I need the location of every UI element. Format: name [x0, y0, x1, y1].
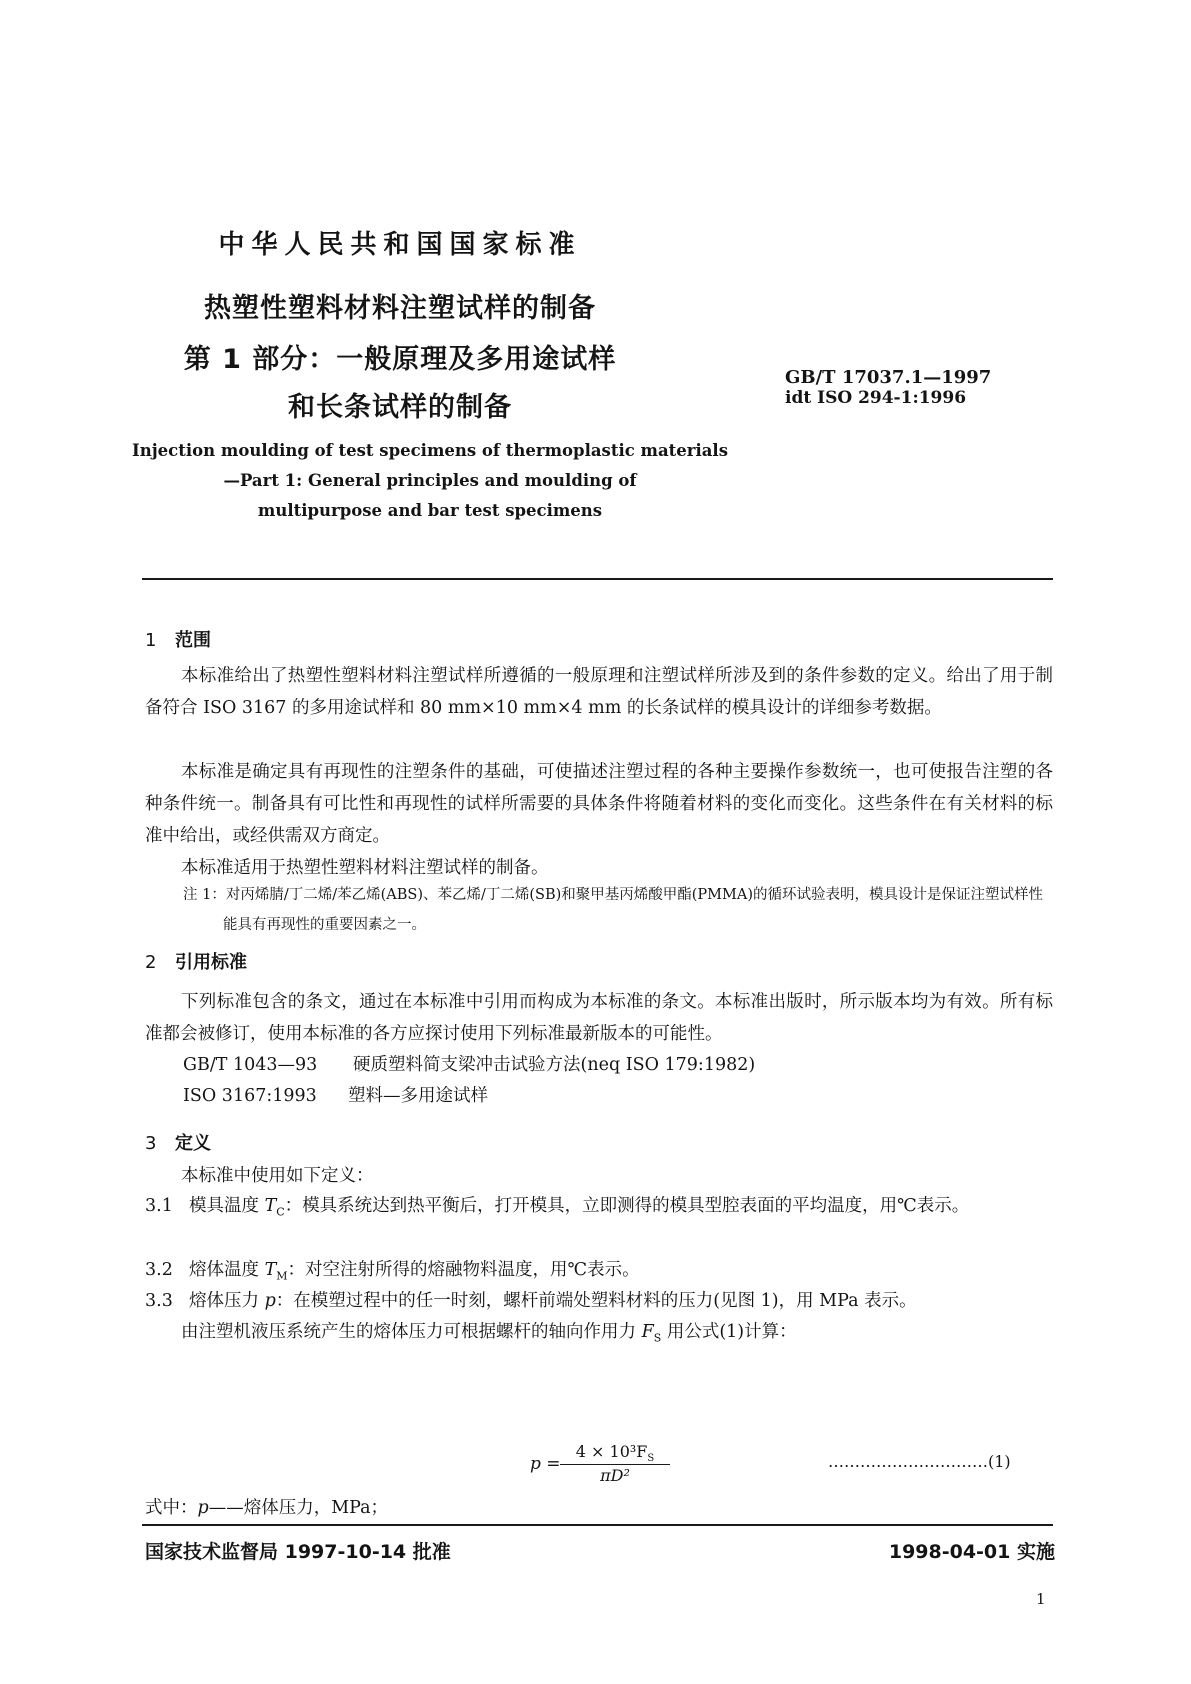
- reference-item: [183, 1082, 488, 1107]
- title-zh-line3: 和长条试样的制备: [288, 392, 512, 423]
- definition-text: ：模具系统达到热平衡后，打开模具，立即测得的模具型腔表面的平均温度，用℃表示。: [284, 1196, 970, 1216]
- fraction-bar: [560, 1464, 670, 1465]
- title-en-line2: —Part 1: General principles and moulding of: [223, 471, 637, 490]
- definition-term: 熔体温度: [189, 1260, 265, 1280]
- title-en-line3: multipurpose and bar test specimens: [257, 501, 603, 520]
- section-3-intro: 本标准中使用如下定义：: [181, 1166, 374, 1186]
- formula-intro: [181, 1316, 797, 1355]
- definition-number: 3.1: [145, 1196, 173, 1216]
- effective-date: 1998-04-01 实施: [888, 1541, 1055, 1563]
- formula-where: [145, 1492, 388, 1524]
- definition-3-1: [145, 1190, 1053, 1229]
- symbol: p: [197, 1498, 209, 1518]
- symbol: F: [641, 1322, 654, 1342]
- formula-numerator: [560, 1442, 670, 1464]
- formula-lhs: p =: [530, 1454, 561, 1474]
- where-label: 式中：: [145, 1498, 198, 1518]
- formula-1: [530, 1442, 680, 1502]
- symbol-subscript: C: [276, 1205, 285, 1219]
- section-1-heading: [145, 626, 211, 652]
- symbol-subscript: S: [653, 1331, 662, 1345]
- definition-term: 熔体压力: [189, 1291, 265, 1311]
- formula-numerator-subscript: S: [647, 1453, 655, 1465]
- definition-text: ：对空注射所得的熔融物料温度，用℃表示。: [287, 1260, 640, 1280]
- formula-intro-text: 用公式(1)计算：: [661, 1322, 797, 1342]
- top-rule: [142, 578, 1053, 580]
- definition-number: 3.3: [145, 1291, 173, 1311]
- reference-code: GB/T 1043—93: [183, 1055, 318, 1075]
- bottom-rule: [142, 1524, 1053, 1526]
- definition-3-3: [145, 1285, 1053, 1317]
- section-3-number: 3: [145, 1133, 157, 1154]
- section-3-heading: [145, 1129, 211, 1155]
- definition-term: 模具温度: [189, 1196, 265, 1216]
- definition-number: 3.2: [145, 1260, 173, 1280]
- symbol: p: [264, 1291, 276, 1311]
- standard-idt: idt ISO 294-1:1996: [785, 388, 967, 408]
- where-text: ——熔体压力，MPa；: [208, 1498, 389, 1518]
- symbol-subscript: M: [276, 1269, 288, 1283]
- reference-item: [183, 1051, 755, 1076]
- section-1-title: 范围: [175, 630, 211, 651]
- title-zh-line2: 第 1 部分：一般原理及多用途试样: [183, 344, 617, 375]
- reference-title: 塑料—多用途试样: [348, 1086, 488, 1106]
- page-number: 1: [1036, 1590, 1046, 1608]
- section-1-para-3: 本标准适用于热塑性塑料材料注塑试样的制备。: [181, 858, 549, 878]
- formula-label: …………………………(1): [828, 1452, 1011, 1471]
- formula-numerator-text: 4 × 10³F: [575, 1442, 648, 1461]
- approval-line: 国家技术监督局 1997-10-14 批准: [145, 1541, 451, 1563]
- section-2-number: 2: [145, 952, 157, 973]
- formula-intro-text: 由注塑机液压系统产生的熔体压力可根据螺杆的轴向作用力: [181, 1322, 642, 1342]
- title-en-line1: Injection moulding of test specimens of thermoplastic materials: [132, 441, 728, 460]
- standard-number: GB/T 17037.1—1997: [785, 367, 992, 388]
- section-2-title: 引用标准: [175, 952, 247, 973]
- section-1-para-1: 本标准给出了热塑性塑料材料注塑试样所遵循的一般原理和注塑试样所涉及到的条件参数的定义。给出了用于制备符合 ISO 3167 的多用途试样和 80 mm×10 mm×4 mm 的长条试样的模具设计的详细参考数据。: [145, 666, 1053, 718]
- symbol: T: [264, 1260, 277, 1280]
- symbol: T: [264, 1196, 277, 1216]
- title-zh-line1: 热塑性塑料材料注塑试样的制备: [204, 293, 596, 324]
- formula-denominator: πD²: [600, 1466, 630, 1485]
- section-1-para-2: 本标准是确定具有再现性的注塑条件的基础，可使描述注塑过程的各种主要操作参数统一，也可使报告注塑的各种条件统一。制备具有可比性和再现性的试样所需要的具体条件将随着材料的变化而变化。这些条件在有关材料的标准中给出，或经供需双方商定。: [145, 762, 1053, 846]
- section-1-note: 注 1：对丙烯腈/丁二烯/苯乙烯(ABS)、苯乙烯/丁二烯(SB)和聚甲基丙烯酸甲酯(PMMA)的循环试验表明，模具设计是保证注塑试样性能具有再现性的重要因素之一。: [183, 887, 1043, 933]
- reference-code: ISO 3167:1993: [183, 1086, 317, 1106]
- national-standard-header: 中华人民共和国国家标准: [218, 230, 582, 260]
- reference-title: 硬质塑料简支梁冲击试验方法(neq ISO 179:1982): [353, 1055, 756, 1075]
- section-1-number: 1: [145, 630, 157, 651]
- section-2-para-1: 下列标准包含的条文，通过在本标准中引用而构成为本标准的条文。本标准出版时，所示版本均为有效。所有标准都会被修订，使用本标准的各方应探讨使用下列标准最新版本的可能性。: [145, 992, 1053, 1044]
- definition-text: ：在模塑过程中的任一时刻，螺杆前端处塑料材料的压力(见图 1)，用 MPa 表示。: [275, 1291, 917, 1311]
- section-3-title: 定义: [175, 1133, 211, 1154]
- section-2-heading: [145, 948, 247, 974]
